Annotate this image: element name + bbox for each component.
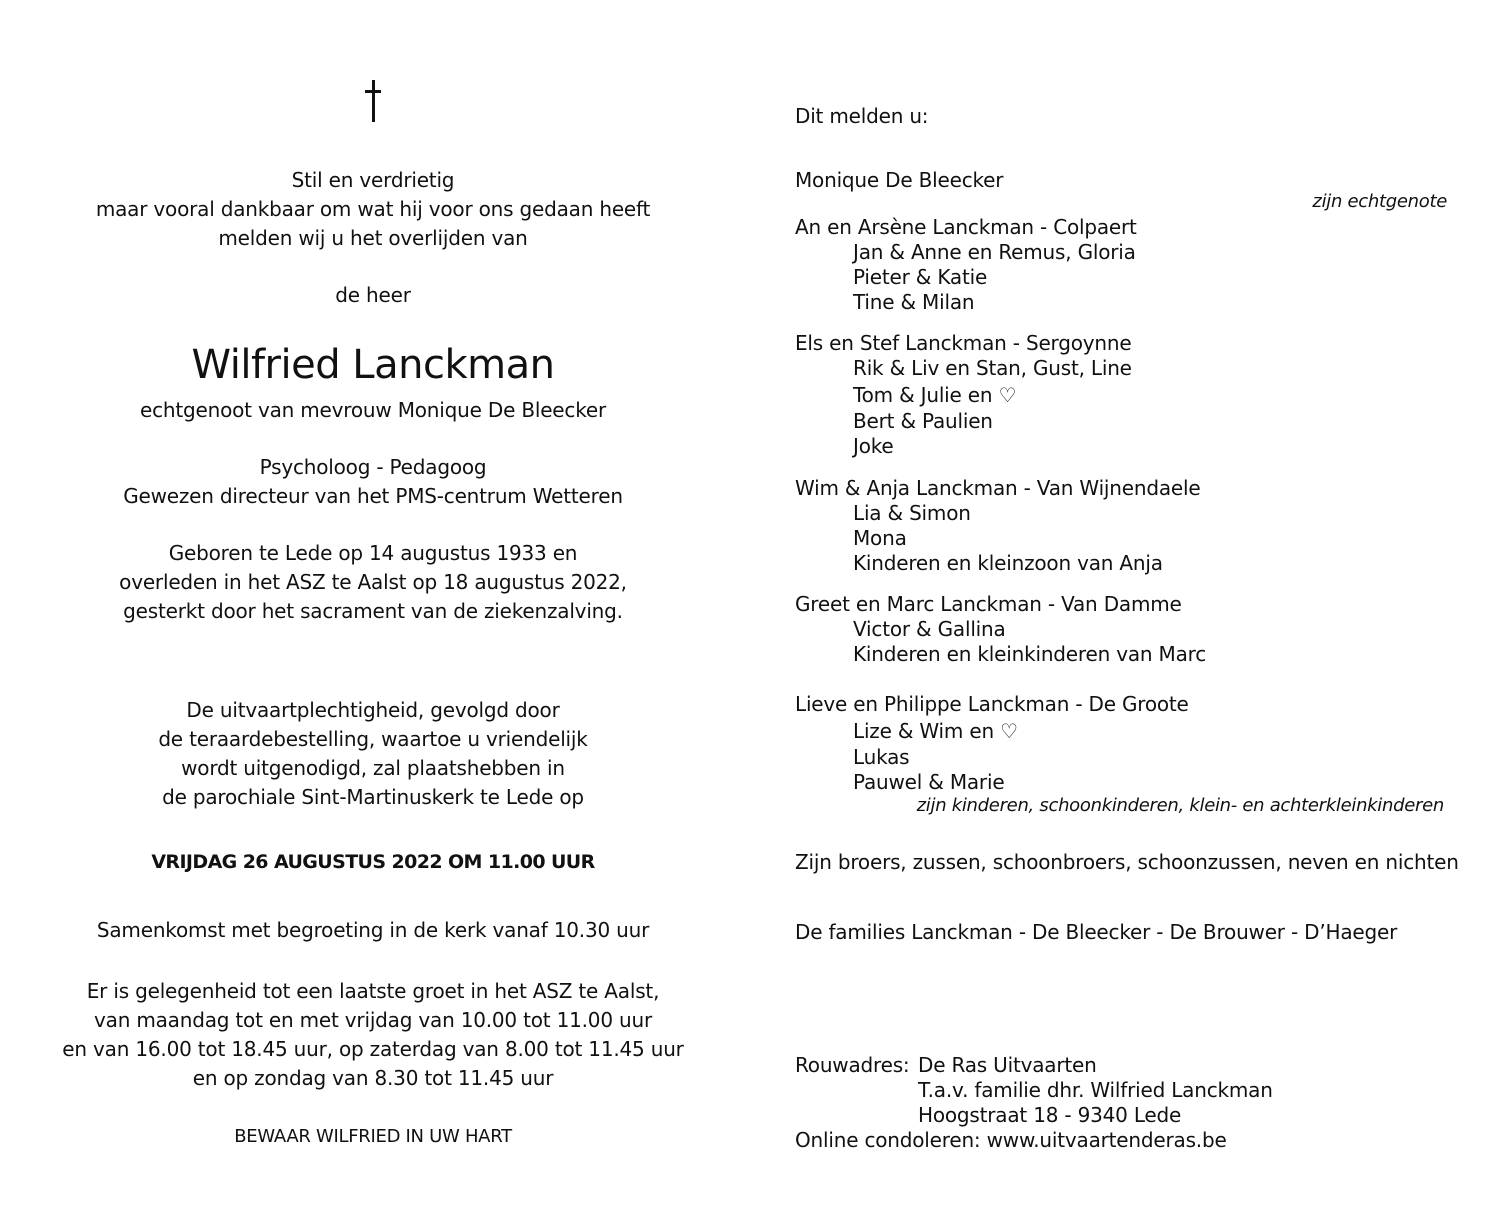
intro-line: Stil en verdrietig: [291, 168, 455, 192]
funeral-line: De uitvaartplechtigheid, gevolgd door: [186, 698, 560, 722]
family-member: Kinderen en kleinzoon van Anja: [853, 551, 1163, 575]
funeral-date: VRIJDAG 26 AUGUSTUS 2022 OM 11.00 UUR: [151, 851, 595, 873]
family-member: Lukas: [853, 745, 910, 769]
gathering-line: Samenkomst met begroeting in de kerk vanaf 10.30 uur: [96, 918, 650, 942]
family-member: Pieter & Katie: [853, 265, 988, 289]
family-member: Rik & Liv en Stan, Gust, Line: [853, 356, 1132, 380]
farewell-line: en op zondag van 8.30 tot 11.45 uur: [192, 1066, 554, 1090]
profession-line: Psycholoog - Pedagoog: [259, 455, 487, 479]
farewell-line: Er is gelegenheid tot een laatste groet in het ASZ te Aalst,: [86, 979, 660, 1003]
online-condolence-line: Online condoleren: www.uitvaartenderas.be: [795, 1128, 1227, 1152]
spouse-role: zijn echtgenote: [1312, 191, 1447, 212]
address-line: Hoogstraat 18 - 9340 Lede: [918, 1103, 1182, 1127]
farewell-line: en van 16.00 tot 18.45 uur, op zaterdag van 8.00 tot 11.45 uur: [62, 1037, 684, 1061]
title-line: de heer: [335, 283, 411, 307]
profession-line: Gewezen directeur van het PMS-centrum Wetteren: [123, 484, 623, 508]
family-member: Lia & Simon: [853, 501, 971, 525]
address-line: T.a.v. familie dhr. Wilfried Lanckman: [918, 1078, 1273, 1102]
family-member: Tine & Milan: [853, 290, 975, 314]
family-member: Lize & Wim en ♡: [853, 719, 1018, 743]
siblings-line: Zijn broers, zussen, schoonbroers, schoonzussen, neven en nichten: [795, 850, 1459, 874]
birth-death-line: overleden in het ASZ te Aalst op 18 augustus 2022,: [119, 570, 627, 594]
spouse-name: Monique De Bleecker: [795, 168, 1004, 192]
family-head: An en Arsène Lanckman - Colpaert: [795, 215, 1137, 239]
intro-line: melden wij u het overlijden van: [218, 226, 528, 250]
spouse-line: echtgenoot van mevrouw Monique De Bleecker: [139, 398, 607, 422]
intro-line: maar vooral dankbaar om wat hij voor ons gedaan heeft: [95, 197, 651, 221]
family-member: Tom & Julie en ♡: [853, 383, 1017, 407]
birth-death-line: Geboren te Lede op 14 augustus 1933 en: [168, 541, 578, 565]
announce-header: Dit melden u:: [795, 104, 929, 128]
address-label: Rouwadres:: [795, 1053, 910, 1077]
birth-death-line: gesterkt door het sacrament van de ziekenzalving.: [123, 599, 623, 623]
deceased-name: Wilfried Lanckman: [191, 342, 555, 388]
address-line: De Ras Uitvaarten: [918, 1053, 1097, 1077]
family-head: Lieve en Philippe Lanckman - De Groote: [795, 692, 1189, 716]
family-member: Bert & Paulien: [853, 409, 993, 433]
funeral-line: de parochiale Sint-Martinuskerk te Lede op: [162, 785, 584, 809]
cross-icon: [362, 80, 384, 122]
family-member: Mona: [853, 526, 907, 550]
funeral-line: wordt uitgenodigd, zal plaatshebben in: [181, 756, 565, 780]
family-member: Pauwel & Marie: [853, 770, 1005, 794]
family-member: Victor & Gallina: [853, 617, 1006, 641]
closing-line: BEWAAR WILFRIED IN UW HART: [234, 1126, 512, 1147]
funeral-line: de teraardebestelling, waartoe u vriendelijk: [158, 727, 588, 751]
children-role: zijn kinderen, schoonkinderen, klein- en achterkleinkinderen: [916, 795, 1444, 816]
family-head: Els en Stef Lanckman - Sergoynne: [795, 331, 1132, 355]
family-member: Jan & Anne en Remus, Gloria: [853, 240, 1136, 264]
family-head: Wim & Anja Lanckman - Van Wijnendaele: [795, 476, 1201, 500]
farewell-line: van maandag tot en met vrijdag van 10.00 tot 11.00 uur: [94, 1008, 652, 1032]
family-head: Greet en Marc Lanckman - Van Damme: [795, 592, 1182, 616]
family-member: Joke: [853, 434, 894, 458]
family-member: Kinderen en kleinkinderen van Marc: [853, 642, 1207, 666]
extended-families-line: De families Lanckman - De Bleecker - De Brouwer - D’Haeger: [795, 920, 1398, 944]
